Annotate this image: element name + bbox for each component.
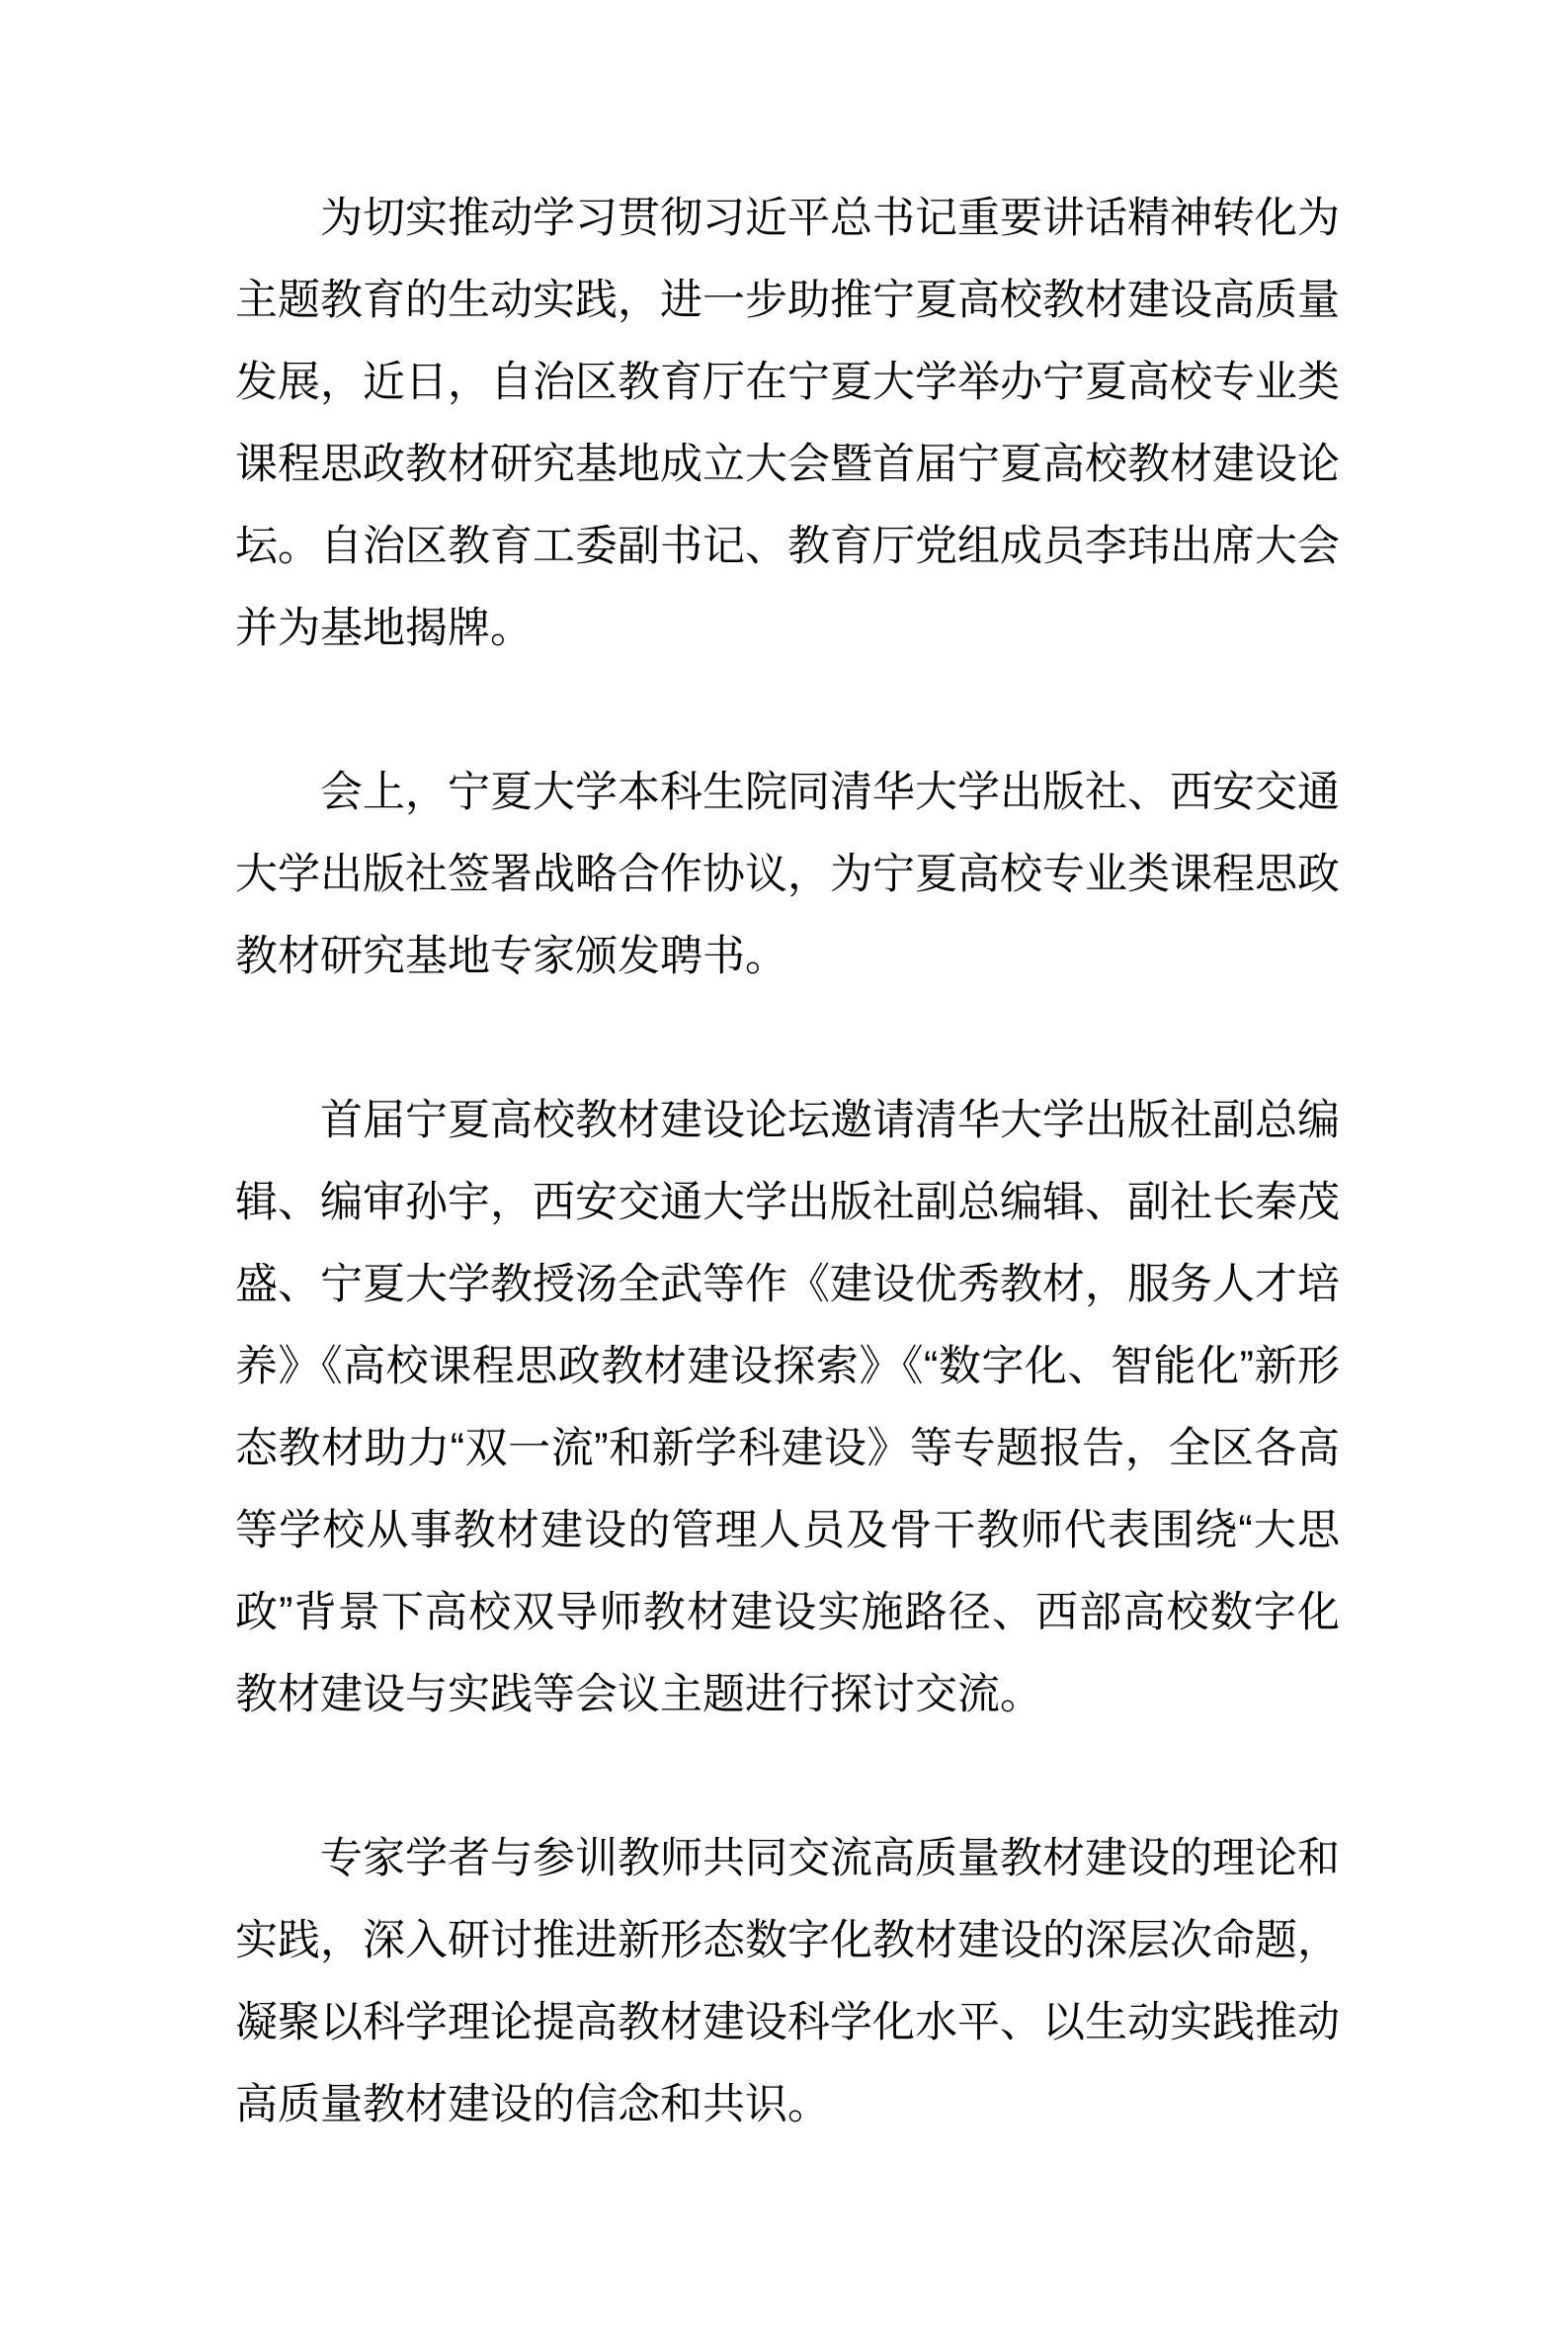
paragraph-3: 首届宁夏高校教材建设论坛邀请清华大学出版社副总编辑、编审孙宇，西安交通大学出版社副总编辑、副社长秦茂盛、宁夏大学教授汤全武等作《建设优秀教材，服务人才培养》《高校课程思政教材建设探索》《“数字化、智能化”新形态教材助力“双一流”和新学科建设》等专题报告，全区各高等学校从事教材建设的管理人员及骨干教师代表围绕“大思政”背景下高校双导师教材建设实施路径、西部高校数字化教材建设与实践等会议主题进行探讨交流。 xyxy=(235,1097,1340,1718)
paragraph-1: 为切实推动学习贯彻习近平总书记重要讲话精神转化为主题教育的生动实践，进一步助推宁夏高校教材建设高质量发展，近日，自治区教育厅在宁夏大学举办宁夏高校专业类课程思政教材研究基地成立大会暨首届宁夏高校教材建设论坛。自治区教育工委副书记、教育厅党组成员李玮出席大会并为基地揭牌。 xyxy=(235,195,1340,652)
paragraph-2: 会上，宁夏大学本科生院同清华大学出版社、西安交通大学出版社签署战略合作协议，为宁夏高校专业类课程思政教材研究基地专家颁发聘书。 xyxy=(235,769,1340,980)
paragraph-4: 专家学者与参训教师共同交流高质量教材建设的理论和实践，深入研讨推进新形态数字化教材建设的深层次命题，凝聚以科学理论提高教材建设科学化水平、以生动实践推动高质量教材建设的信念和共识。 xyxy=(235,1835,1340,2128)
